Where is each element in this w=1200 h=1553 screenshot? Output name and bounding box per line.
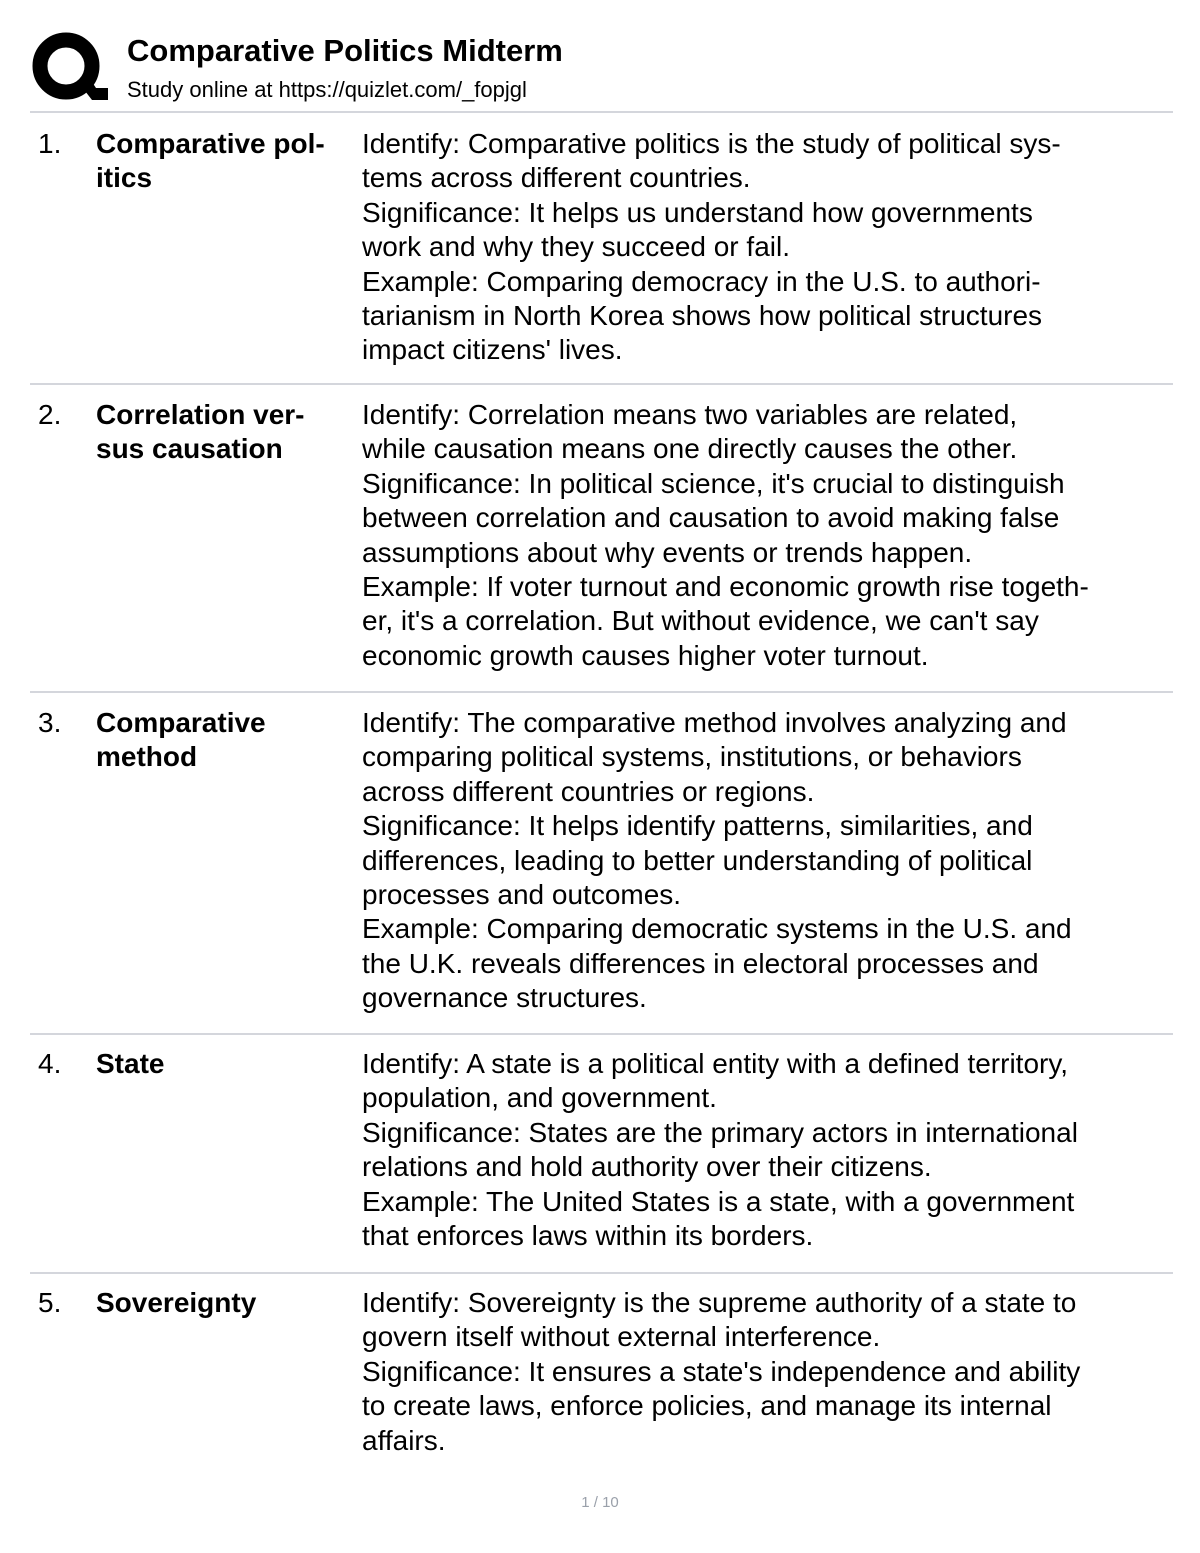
definition-line: Significance: It helps identify patterns, similarities, and [362, 810, 1033, 842]
definition-line: Identify: The comparative method involves analyzing and [362, 707, 1067, 738]
term-line: Comparative [96, 707, 266, 738]
definition-line: Significance: It ensures a state's independence and ability [362, 1355, 1081, 1387]
definition-line: between correlation and causation to avoid making false [362, 502, 1060, 534]
definition-line: Identify: A state is a political entity with a defined territory, [362, 1048, 1069, 1079]
definition-line: processes and outcomes. [362, 879, 682, 911]
definition-line: to create laws, enforce policies, and manage its internal [362, 1390, 1052, 1422]
definition-line: governance structures. [362, 982, 647, 1014]
card-term [96, 398, 356, 467]
card-definition [362, 1047, 1172, 1253]
header-divider [30, 111, 1173, 113]
definition-line: impact citizens' lives. [362, 334, 623, 366]
definition-line: economic growth causes higher voter turnout. [362, 639, 929, 671]
definition-line: Significance: It helps us understand how governments [362, 196, 1033, 228]
definition-line: the U.K. reveals differences in electoral processes and [362, 947, 1039, 979]
definition-line: Identify: Correlation means two variables are related, [362, 399, 1018, 430]
term-line: sus causation [96, 433, 283, 465]
definition-line: Example: Comparing democracy in the U.S. to authori- [362, 265, 1041, 297]
card-definition [362, 127, 1172, 368]
card-term [96, 1286, 356, 1320]
card-number: 5. [38, 1287, 62, 1318]
document-subtitle: Study online at https://quizlet.com/_fopjgl [127, 77, 527, 102]
card-definition [362, 706, 1172, 1016]
card-term [96, 706, 356, 775]
definition-line: Significance: In political science, it's crucial to distinguish [362, 467, 1065, 499]
term-line: method [96, 741, 198, 773]
card-divider [30, 1033, 1173, 1035]
definition-line: tarianism in North Korea shows how political structures [362, 300, 1043, 332]
definition-line: er, it's a correlation. But without evidence, we can't say [362, 605, 1039, 637]
card-number: 1. [38, 128, 62, 159]
definition-line: relations and hold authority over their citizens. [362, 1151, 932, 1183]
definition-line: across different countries or regions. [362, 775, 815, 807]
definition-line: differences, leading to better understanding of political [362, 844, 1033, 876]
page-indicator: 1 / 10 [581, 1494, 619, 1511]
definition-line: population, and government. [362, 1082, 717, 1114]
card-number: 2. [38, 399, 62, 430]
definition-line: govern itself without external interference. [362, 1321, 881, 1353]
card-divider [30, 1272, 1173, 1274]
term-line: State [96, 1048, 165, 1079]
definition-line: tems across different countries. [362, 162, 751, 194]
definition-line: assumptions about why events or trends happen. [362, 536, 973, 568]
quizlet-q-logo-icon [30, 30, 108, 108]
definition-line: Example: Comparing democratic systems in the U.S. and [362, 913, 1072, 945]
definition-line: Example: If voter turnout and economic growth rise togeth- [362, 571, 1089, 603]
term-line: Sovereignty [96, 1287, 257, 1318]
definition-line: while causation means one directly causes the other. [362, 433, 1018, 465]
definition-line: Significance: States are the primary actors in international [362, 1116, 1078, 1148]
card-definition [362, 1286, 1172, 1458]
definition-line: Identify: Sovereignty is the supreme authority of a state to [362, 1287, 1077, 1318]
definition-line: work and why they succeed or fail. [362, 231, 790, 263]
definition-line: affairs. [362, 1424, 446, 1456]
card-definition [362, 398, 1172, 673]
term-line: Correlation ver- [96, 399, 305, 430]
card-divider [30, 383, 1173, 385]
card-term [96, 1047, 356, 1081]
term-line: itics [96, 162, 153, 194]
document-title: Comparative Politics Midterm [127, 33, 563, 68]
card-divider [30, 691, 1173, 693]
card-number: 3. [38, 707, 62, 738]
term-line: Comparative pol- [96, 128, 325, 159]
card-number: 4. [38, 1048, 62, 1079]
card-term [96, 127, 356, 196]
document-header [30, 28, 1172, 112]
definition-line: comparing political systems, institutions, or behaviors [362, 741, 1022, 773]
definition-line: Identify: Comparative politics is the study of political sys- [362, 128, 1061, 159]
definition-line: Example: The United States is a state, with a government [362, 1185, 1075, 1217]
definition-line: that enforces laws within its borders. [362, 1220, 814, 1252]
